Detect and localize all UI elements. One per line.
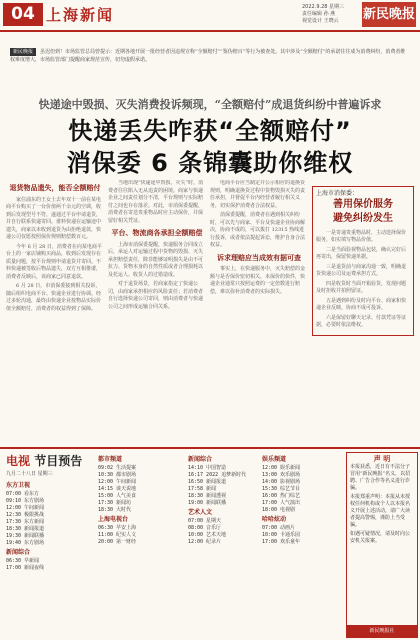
tv-column-1 (6, 480, 96, 572)
newspaper-logo: 新民晚报 (362, 2, 416, 27)
tv-listings (0, 450, 420, 640)
article-paragraph: 6 月 28 日，市消保委接到相关投诉，随后组织电商平台、快递企业进行协调。经过多轮沟通，最终由快递企业按物品实际价值全额赔付，消费者的权益得到了保障。 (6, 283, 102, 312)
program-row: 17:58 新闻 (188, 486, 217, 492)
program-row: 14:15 谈天说地 (98, 486, 137, 492)
article-paragraph: 电商平台应当制定并公示相应的退换货规则，明确退换货过程中货物毁损灭失的责任承担，并督促平台内经营者履行相关义务，切实保护消费者合法权益。 (210, 180, 306, 209)
notice-paragraph: 本报郑重声明：本报从未授权任何机构或个人以本报名义开展上述活动，请广大读者提高警惕，谨防上当受骗。 (350, 494, 411, 528)
tips-title-2: 避免纠纷发生 (333, 212, 393, 224)
article-column-1 (6, 180, 104, 442)
tips-caption: 上海市消保委： (316, 190, 359, 197)
article-paragraph: 今年 6 月 28 日，消费者在向某电商平台上的一家店铺购买商品，收到后发现存在质量问题，按平台规则申请退货并寄回。不料快递被签收后物品遗失，双方互相推诿，消费者反映后，该商家已同意退款。 (6, 243, 102, 280)
program-row: 12:00 娱乐新闻 (262, 465, 301, 471)
program-row: 13:00 欢乐剧场 (262, 472, 301, 478)
program-row: 14:10 中国智造 (188, 465, 227, 471)
channel-name: 新闻综合 (6, 549, 31, 556)
program-row: 15:00 人气美食 (98, 493, 137, 499)
headline-line-2: 消保委 6 条锦囊助你维权 (66, 149, 354, 177)
tv-column-3 (188, 454, 260, 546)
program-row: 12:30 极限挑战 (6, 512, 45, 518)
program-row: 18:00 电视剧 (262, 507, 296, 513)
section-heading: 退货物品遗失，能否全额赔付 (9, 183, 101, 192)
notice-heading: 声 明 (373, 454, 391, 463)
tv-column-2 (98, 454, 186, 546)
article-paragraph: 对于退货场景，若商家指定了快递公司，由商家承担相应的风险责任；若消费者自行选择快递公司寄回，则由消费者与快递公司之间形成运输合同关系。 (108, 281, 204, 310)
program-row: 09:02 生活提案 (98, 465, 137, 471)
article-paragraph: 事实上，在快递服务中，灭失赔偿的金额与是否保价密切相关。未保价的快件，快递企业通常只按照运费的一定倍数进行赔偿，难以弥补消费者的实际损失。 (210, 266, 306, 295)
headline-line-1: 快递丢失咋获“全额赔付” (68, 117, 352, 145)
tv-column-4 (262, 454, 342, 546)
program-row: 11:00 纪实人文 (98, 532, 137, 538)
program-row: 16:17 2022 追梦新时代 (188, 472, 247, 478)
program-row: 06:30 早新闻 (6, 558, 40, 564)
issue-info (302, 4, 344, 25)
program-row: 18:30 新闻透视 (188, 493, 227, 499)
program-row: 19:30 新闻联播 (6, 533, 45, 539)
article-paragraph: 上海市消保委提醒，快递服务合同成立后，承运人对运输过程中货物的毁损、灭失承担赔偿责任，除非能够证明损失是由不可抗力、货物本身的自然性质或者合理损耗以及托运人、收货人的过错造成。 (108, 241, 204, 278)
intro-paragraph (10, 48, 410, 64)
program-row: 17:00 新闻夜线 (6, 565, 45, 571)
article-body (6, 180, 414, 442)
tip-item: 五是遇到纠纷及时向平台、商家和快递企业反映，协商不成可投诉。 (316, 297, 407, 311)
program-row: 07:00 星期天 (188, 518, 222, 524)
section-heading: 平台、物流商各承担全额赔偿 (111, 228, 203, 237)
intro-badge: 新民晚报 (10, 48, 36, 56)
program-row: 17:30 新闻坊 (98, 500, 132, 506)
tv-title-black: 节目预告 (34, 454, 83, 468)
tv-date: 九月二十八日 星期三 (6, 471, 53, 477)
program-row: 19:00 新闻联播 (188, 500, 227, 506)
tip-item: 一是寄递贵重物品时，主动选择保价服务，如实填写物品价值。 (316, 229, 407, 243)
program-row: 17:30 东方新闻 (6, 519, 45, 525)
program-row: 12:00 午间新闻 (98, 479, 137, 485)
issue-editor: 责任编辑 孙 燕 (302, 11, 336, 17)
channel-name: 新闻综合 (188, 456, 213, 463)
tv-title-red: 电视 (6, 454, 31, 468)
channel-name: 哈哈炫动 (262, 516, 287, 523)
channel-name: 都市频道 (98, 456, 123, 463)
article-column-4 (312, 180, 414, 442)
article-paragraph: 家住浦东的王女士去年双十一前在某电商平台购买了一台价值两千余元的空调，收到后发现型号不符，遂通过平台申请退货，并自行联系快递寄回。谁料快递在运输途中遗失，商家以未收到退货为由拒绝退款，快递公司仅愿按照保价规则赔偿数百元。 (6, 196, 102, 240)
tips-title-1: 善用保价服务 (333, 198, 393, 210)
program-row: 16:50 新闻报道 (188, 479, 227, 485)
tip-item: 四是收货时当面开箱验货，发现问题及时拒收并拍照留证。 (316, 280, 407, 294)
notice-paragraph: 本报获悉，近日有不法分子冒用“新民晚报”名义，以招聘、广告合作等名义进行诈骗。 (350, 464, 411, 491)
article-paragraph: 消保委提醒，消费者在遇到相关纠纷时，可以先与商家、平台及快递企业协商解决，协商不成的，可以拨打 12315 热线进行投诉，或者依法提起诉讼，维护自身合法权益。 (210, 212, 306, 248)
program-row: 08:00 音乐厅 (188, 525, 222, 531)
tv-title (6, 452, 94, 470)
subheadline: 快递途中毁损、灭失消费投诉频现，“全额赔付”成退货纠纷中普遍诉求 (38, 98, 382, 111)
program-row: 12:00 午间新闻 (6, 505, 45, 511)
section-heading: 诉求理赔应当成效有据可查 (217, 252, 301, 262)
article-column-2 (108, 180, 206, 442)
tip-item: 三是退货前与商家沟通一致，明确退货快递公司及运费承担方式。 (316, 263, 407, 277)
program-row: 07:00 看东方 (6, 491, 40, 497)
channel-name: 艺术人文 (188, 509, 213, 516)
program-row: 10:00 卡通乐园 (262, 532, 301, 538)
program-row: 12:00 纪录片 (188, 539, 222, 545)
tips-box (312, 186, 414, 336)
issue-date: 2022.9.28 星期三 (302, 4, 345, 10)
program-row: 07:00 动画片 (262, 525, 296, 531)
program-row: 06:30 早安上海 (98, 525, 137, 531)
channel-name: 上海电视台 (98, 516, 129, 523)
section-title: 上海新闻 (46, 6, 115, 24)
program-row: 18:30 新闻报道 (6, 526, 45, 532)
intro-text: 虽迟但到！市场监管总局曾提示：近期各地开展一批经营者因违规宣称“全额赔付”“鉴伪赔百”等行为被查处。其中涉及“全额赔付”的承诺往往成为消费纠纷，消费者维权难度增大，市场监管部门提醒商家规范宣传，切勿虚假承诺。 (10, 49, 406, 63)
program-row: 15:30 综艺节目 (262, 486, 301, 492)
program-row: 20:00 第一财经 (98, 539, 137, 545)
program-row: 16:00 热门综艺 (262, 493, 301, 499)
program-row: 18:30 大时代 (98, 507, 132, 513)
program-row: 17:00 欢乐童年 (262, 539, 301, 545)
program-row: 10:30 都市剧场 (98, 472, 137, 478)
page-number: 04 (3, 3, 43, 26)
issue-designer: 视觉设计 王晓云 (302, 18, 339, 24)
notice-footer: 新民晚报社 (347, 625, 417, 637)
tip-item: 六是保留好聊天记录、付款凭证等证据，必要时依法维权。 (316, 314, 407, 328)
masthead (0, 0, 420, 32)
notice-paragraph: 如遇可疑情况，请及时向公安机关报案。 (350, 531, 411, 544)
notice-box (346, 452, 418, 638)
program-row: 19:40 东方剧场 (6, 540, 45, 546)
channel-name: 东方卫视 (6, 482, 31, 489)
tip-item: 二是当面验视物品包装，确认完好后再寄出，保留快递单据。 (316, 246, 407, 260)
program-row: 17:00 人气演出 (262, 500, 301, 506)
program-row: 14:00 影视剧场 (262, 479, 301, 485)
article-column-3 (210, 180, 308, 442)
program-row: 10:00 艺术天地 (188, 532, 227, 538)
article-paragraph: 当地出现“快递途中毁损、灭失”时，消费者往往陷入无从追责的困境。商家与快递企业之间责任划分不清，平台规则与实际赔付之间也存在落差。对此，市消保委提醒，消费者在寄送贵重物品时应主动保价，并保留好相关凭证。 (108, 180, 204, 224)
channel-name: 娱乐频道 (262, 456, 287, 463)
program-row: 09:10 东方剧场 (6, 498, 45, 504)
section-divider (0, 447, 420, 449)
